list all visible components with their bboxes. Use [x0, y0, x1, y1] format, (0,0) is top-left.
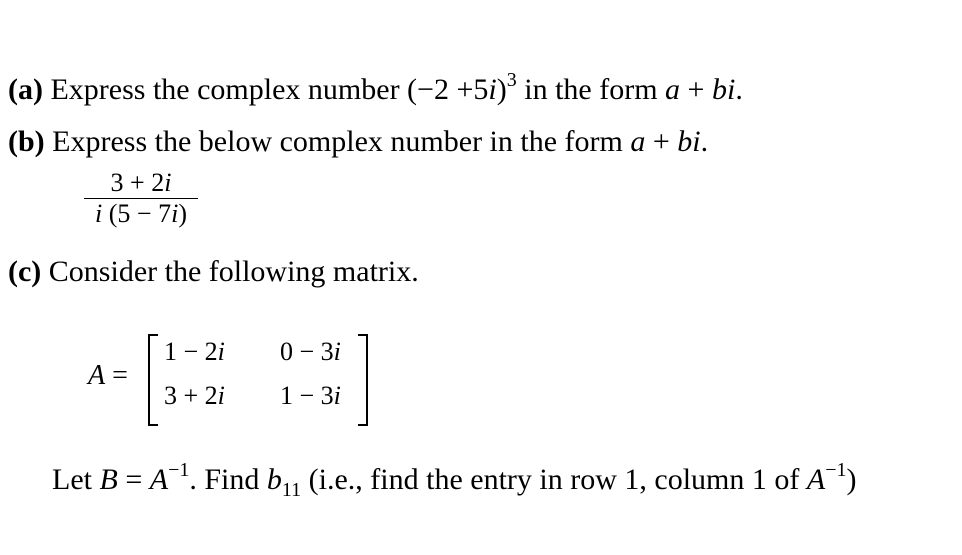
- part-b-text: Express the below complex number in the form a + bi.: [52, 125, 709, 158]
- matrix-cell-r2c1: 3 + 2i: [164, 381, 225, 410]
- part-a-label: (a): [8, 73, 43, 106]
- matrix-left-bracket: [148, 334, 158, 426]
- matrix-cell-r1c2: 0 − 3i: [280, 337, 341, 366]
- part-c-label: (c): [8, 255, 42, 288]
- part-b-label: (b): [8, 125, 45, 158]
- fraction-numerator: 3 + 2i: [110, 168, 172, 197]
- matrix-cell-r1c1: 1 − 2i: [164, 337, 225, 366]
- part-c-text: Consider the following matrix.: [48, 255, 419, 288]
- matrix-right-bracket: [358, 334, 368, 426]
- matrix-cell-r2c2: 1 − 3i: [280, 381, 341, 410]
- matrix-label: A =: [88, 360, 128, 391]
- inverse-question: Let $B = A^{-1}$. Find $b_{11}$ (i.e., find the entry in row 1, column 1 of $A^{-1}$): [52, 459, 857, 501]
- question-c: [8, 254, 419, 290]
- question-a: [8, 69, 743, 108]
- complex-fraction: [84, 168, 198, 229]
- question-b: [8, 124, 708, 160]
- fraction-denominator: i (5 − 7i): [95, 199, 187, 228]
- part-a-text: Express the complex number $(-2 +5i)^3$ in the form a + bi.: [50, 69, 743, 106]
